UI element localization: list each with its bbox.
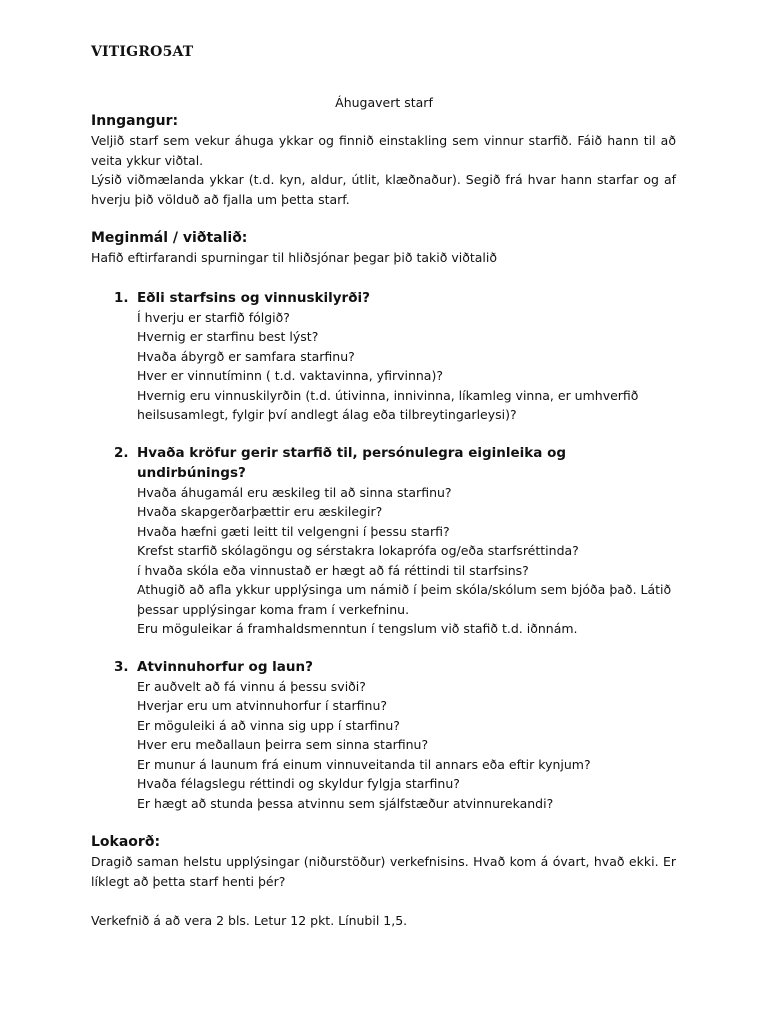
question-line: þessar upplýsingar koma fram í verkefninu. [137,601,410,617]
question-line: Er möguleiki á að vinna sig upp í starfinu? [137,717,400,733]
intro-paragraph-2: Lýsið viðmælanda ykkar (t.d. kyn, aldur, útlit, klæðnaður). Segið frá hvar hann starfar og af hverju þið völduð að fjalla um þetta starf. [91,172,676,207]
question-line: Hvaða hæfni gæti leitt til velgengni í þessu starfi? [137,523,450,539]
question-line: Hvaða áhugamál eru æskileg til að sinna starfinu? [137,484,452,500]
section-heading [114,657,676,677]
section-title: Hvaða kröfur gerir starfið til, persónulegra eiginleika og undirbúnings? [137,444,567,481]
section-number: 1. [114,289,129,306]
document-title: Áhugavert starf [335,95,433,110]
section-number: 2. [114,444,129,461]
section-number: 3. [114,658,129,675]
question-line: Hvaða ábyrgð er samfara starfinu? [137,348,355,364]
conclusion-paragraph: Dragið saman helstu upplýsingar (niðurstöður) verkefnisins. Hvað kom á óvart, hvað ekki. Er líklegt að þetta starf henti þér? [91,854,676,889]
section-title: Atvinnuhorfur og laun? [137,658,313,675]
question-line: í hvaða skóla eða vinnustað er hægt að fá réttindi til starfsins? [137,562,529,578]
question-line: Hvernig eru vinnuskilyrðin (t.d. útivinna, innivinna, líkamleg vinna, er umhverfið [137,387,639,403]
question-line: Hvernig er starfinu best lýst? [137,329,319,344]
intro-heading: Inngangur: [91,113,179,129]
footer-note: Verkefnið á að vera 2 bls. Letur 12 pkt. Línubil 1,5. [91,913,408,928]
section-title: Eðli starfsins og vinnuskilyrði? [137,289,370,306]
question-line: Hverjar eru um atvinnuhorfur í starfinu? [137,698,388,713]
question-line: Athugið að afla ykkur upplýsinga um námið í þeim skóla/skólum sem bjóða það. Látið [137,582,672,597]
question-line: Krefst starfið skólagöngu og sérstakra lokaprófa og/eða starfsréttinda? [137,543,579,558]
question-line: Er auðvelt að fá vinnu á þessu sviði? [137,678,366,694]
question-line: Er hægt að stunda þessa atvinnu sem sjálfstæður atvinnurekandi? [137,795,554,811]
question-line: Hver er vinnutíminn ( t.d. vaktavinna, yfirvinna)? [137,368,443,383]
section-heading [114,443,676,483]
section-3 [91,657,676,814]
section-questions [137,677,676,814]
document-body [91,112,676,931]
document-header: VITIGRO5AT [91,44,194,60]
question-line: Hvaða skapgerðarþættir eru æskilegir? [137,504,383,519]
question-line: Eru möguleikar á framhaldsmenntun í tengslum við stafið t.d. iðnnám. [137,621,578,636]
question-line: Hvaða félagslegu réttindi og skyldur fylgja starfinu? [137,776,460,791]
section-2 [91,443,676,639]
section-1 [91,288,676,425]
main-heading: Meginmál / viðtalið: [91,230,248,246]
section-questions [137,483,676,639]
question-line: Í hverju er starfið fólgið? [137,309,290,325]
main-paragraph: Hafið eftirfarandi spurningar til hliðsjónar þegar þið takið viðtalið [91,250,498,265]
question-line: Hver eru meðallaun þeirra sem sinna starfinu? [137,737,429,752]
section-questions [137,308,676,425]
question-sections [91,288,676,814]
conclusion-heading: Lokaorð: [91,834,161,850]
question-line: heilsusamlegt, fylgir því andlegt álag eða tilbreytingarleysi)? [137,407,517,422]
question-line: Er munur á launum frá einum vinnuveitanda til annars eða eftir kynjum? [137,756,591,772]
section-heading [114,288,676,308]
intro-paragraph-1: Veljið starf sem vekur áhuga ykkar og finnið einstakling sem vinnur starfið. Fáið hann til að veita ykkur viðtal. [91,133,676,168]
